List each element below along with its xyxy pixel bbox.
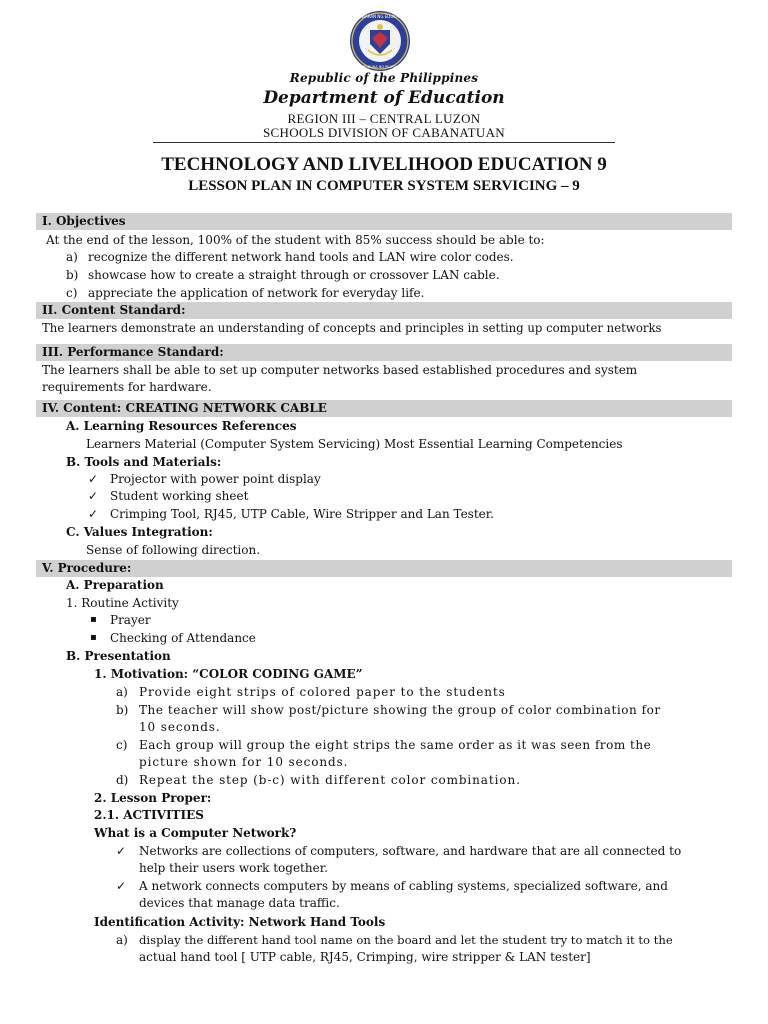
check-icon: ✓: [116, 844, 127, 858]
motivation-step-cont: picture shown for 10 seconds.: [139, 755, 349, 769]
objective-item: recognize the different network hand tools and LAN wire color codes.: [88, 250, 514, 264]
activities-heading: 2.1. ACTIVITIES: [94, 808, 204, 822]
content-standard-text: The learners demonstrate an understanding of concepts and principles in setting up computer networks: [42, 321, 662, 335]
identification-step: display the different hand tool name on the board and let the student try to match it to the: [139, 933, 673, 947]
section-heading: IV. Content: CREATING NETWORK CABLE: [42, 401, 327, 415]
section-bar-procedure: [36, 560, 732, 577]
performance-standard-line: requirements for hardware.: [42, 380, 212, 394]
section-bar-performance-standard: [36, 344, 732, 361]
routine-item: Checking of Attendance: [110, 631, 256, 645]
region-line: REGION III – CENTRAL LUZON: [287, 111, 481, 126]
bullet-icon: ▪: [90, 632, 97, 643]
routine-item: Prayer: [110, 613, 151, 627]
list-marker: c): [116, 738, 128, 752]
tools-heading: B. Tools and Materials:: [66, 455, 222, 469]
motivation-step: Each group will group the eight strips the same order as it was seen from the: [139, 738, 652, 752]
seal-text: KAGAWARAN NG EDUKASYON: [350, 14, 410, 19]
header-divider: [153, 142, 615, 143]
motivation-step: The teacher will show post/picture showing the group of color combination for: [139, 703, 661, 717]
motivation-heading: 1. Motivation: “COLOR CODING GAME”: [94, 667, 363, 681]
routine-activity: 1. Routine Activity: [66, 596, 179, 610]
preparation-heading: A. Preparation: [66, 578, 164, 592]
motivation-step: Provide eight strips of colored paper to the students: [139, 685, 506, 699]
bullet-icon: ▪: [90, 614, 97, 625]
list-marker: d): [116, 773, 129, 787]
division-line: SCHOOLS DIVISION OF CABANATUAN: [263, 125, 505, 140]
objectives-intro: At the end of the lesson, 100% of the student with 85% success should be able to:: [46, 233, 545, 247]
values-heading: C. Values Integration:: [66, 525, 213, 539]
list-marker: b): [66, 268, 79, 282]
section-heading: II. Content Standard:: [42, 303, 186, 317]
network-definition: A network connects computers by means of cabling systems, specialized software, and: [139, 879, 668, 893]
tool-item: Student working sheet: [110, 489, 249, 503]
department-title: Department of Education: [263, 88, 505, 108]
lesson-proper-heading: 2. Lesson Proper:: [94, 791, 212, 805]
list-marker: b): [116, 703, 129, 717]
section-bar-content-standard: [36, 302, 732, 319]
presentation-heading: B. Presentation: [66, 649, 171, 663]
resources-heading: A. Learning Resources References: [66, 419, 297, 433]
objective-item: showcase how to create a straight through or crossover LAN cable.: [88, 268, 500, 282]
motivation-step-cont: 10 seconds.: [139, 720, 221, 734]
tool-item: Crimping Tool, RJ45, UTP Cable, Wire Stripper and Lan Tester.: [110, 507, 494, 521]
check-icon: ✓: [88, 472, 99, 486]
check-icon: ✓: [88, 489, 99, 503]
identification-heading: Identification Activity: Network Hand Tools: [94, 915, 386, 929]
list-marker: a): [66, 250, 78, 264]
list-marker: a): [116, 685, 128, 699]
identification-step-cont: actual hand tool [ UTP cable, RJ45, Crimping, wire stripper & LAN tester]: [139, 950, 591, 964]
section-bar-objectives: [36, 213, 732, 230]
republic-line: Republic of the Philippines: [289, 71, 479, 85]
deped-seal-logo: [338, 10, 422, 72]
document-subtitle: LESSON PLAN IN COMPUTER SYSTEM SERVICING – 9: [188, 178, 580, 194]
list-marker: a): [116, 933, 128, 947]
network-definition-cont: devices that manage data traffic.: [139, 896, 340, 910]
performance-standard-line: The learners shall be able to set up computer networks based established procedures and system: [42, 363, 638, 377]
resources-text: Learners Material (Computer System Servicing) Most Essential Learning Competencies: [86, 437, 623, 451]
section-heading: III. Performance Standard:: [42, 345, 224, 359]
section-heading: I. Objectives: [42, 214, 126, 228]
values-text: Sense of following direction.: [86, 543, 261, 557]
network-definition: Networks are collections of computers, software, and hardware that are all connected to: [139, 844, 682, 858]
section-heading: V. Procedure:: [42, 561, 132, 575]
objective-item: appreciate the application of network for everyday life.: [88, 286, 425, 300]
list-marker: c): [66, 286, 78, 300]
document-title: TECHNOLOGY AND LIVELIHOOD EDUCATION 9: [161, 154, 607, 175]
computer-network-question: What is a Computer Network?: [94, 826, 297, 840]
section-bar-content: [36, 400, 732, 417]
check-icon: ✓: [116, 879, 127, 893]
network-definition-cont: help their users work together.: [139, 861, 328, 875]
tool-item: Projector with power point display: [110, 472, 321, 486]
seal-subtext: REPUBLIKA NG PILIPINAS: [358, 65, 402, 69]
motivation-step: Repeat the step (b-c) with different color combination.: [139, 773, 521, 787]
check-icon: ✓: [88, 507, 99, 521]
